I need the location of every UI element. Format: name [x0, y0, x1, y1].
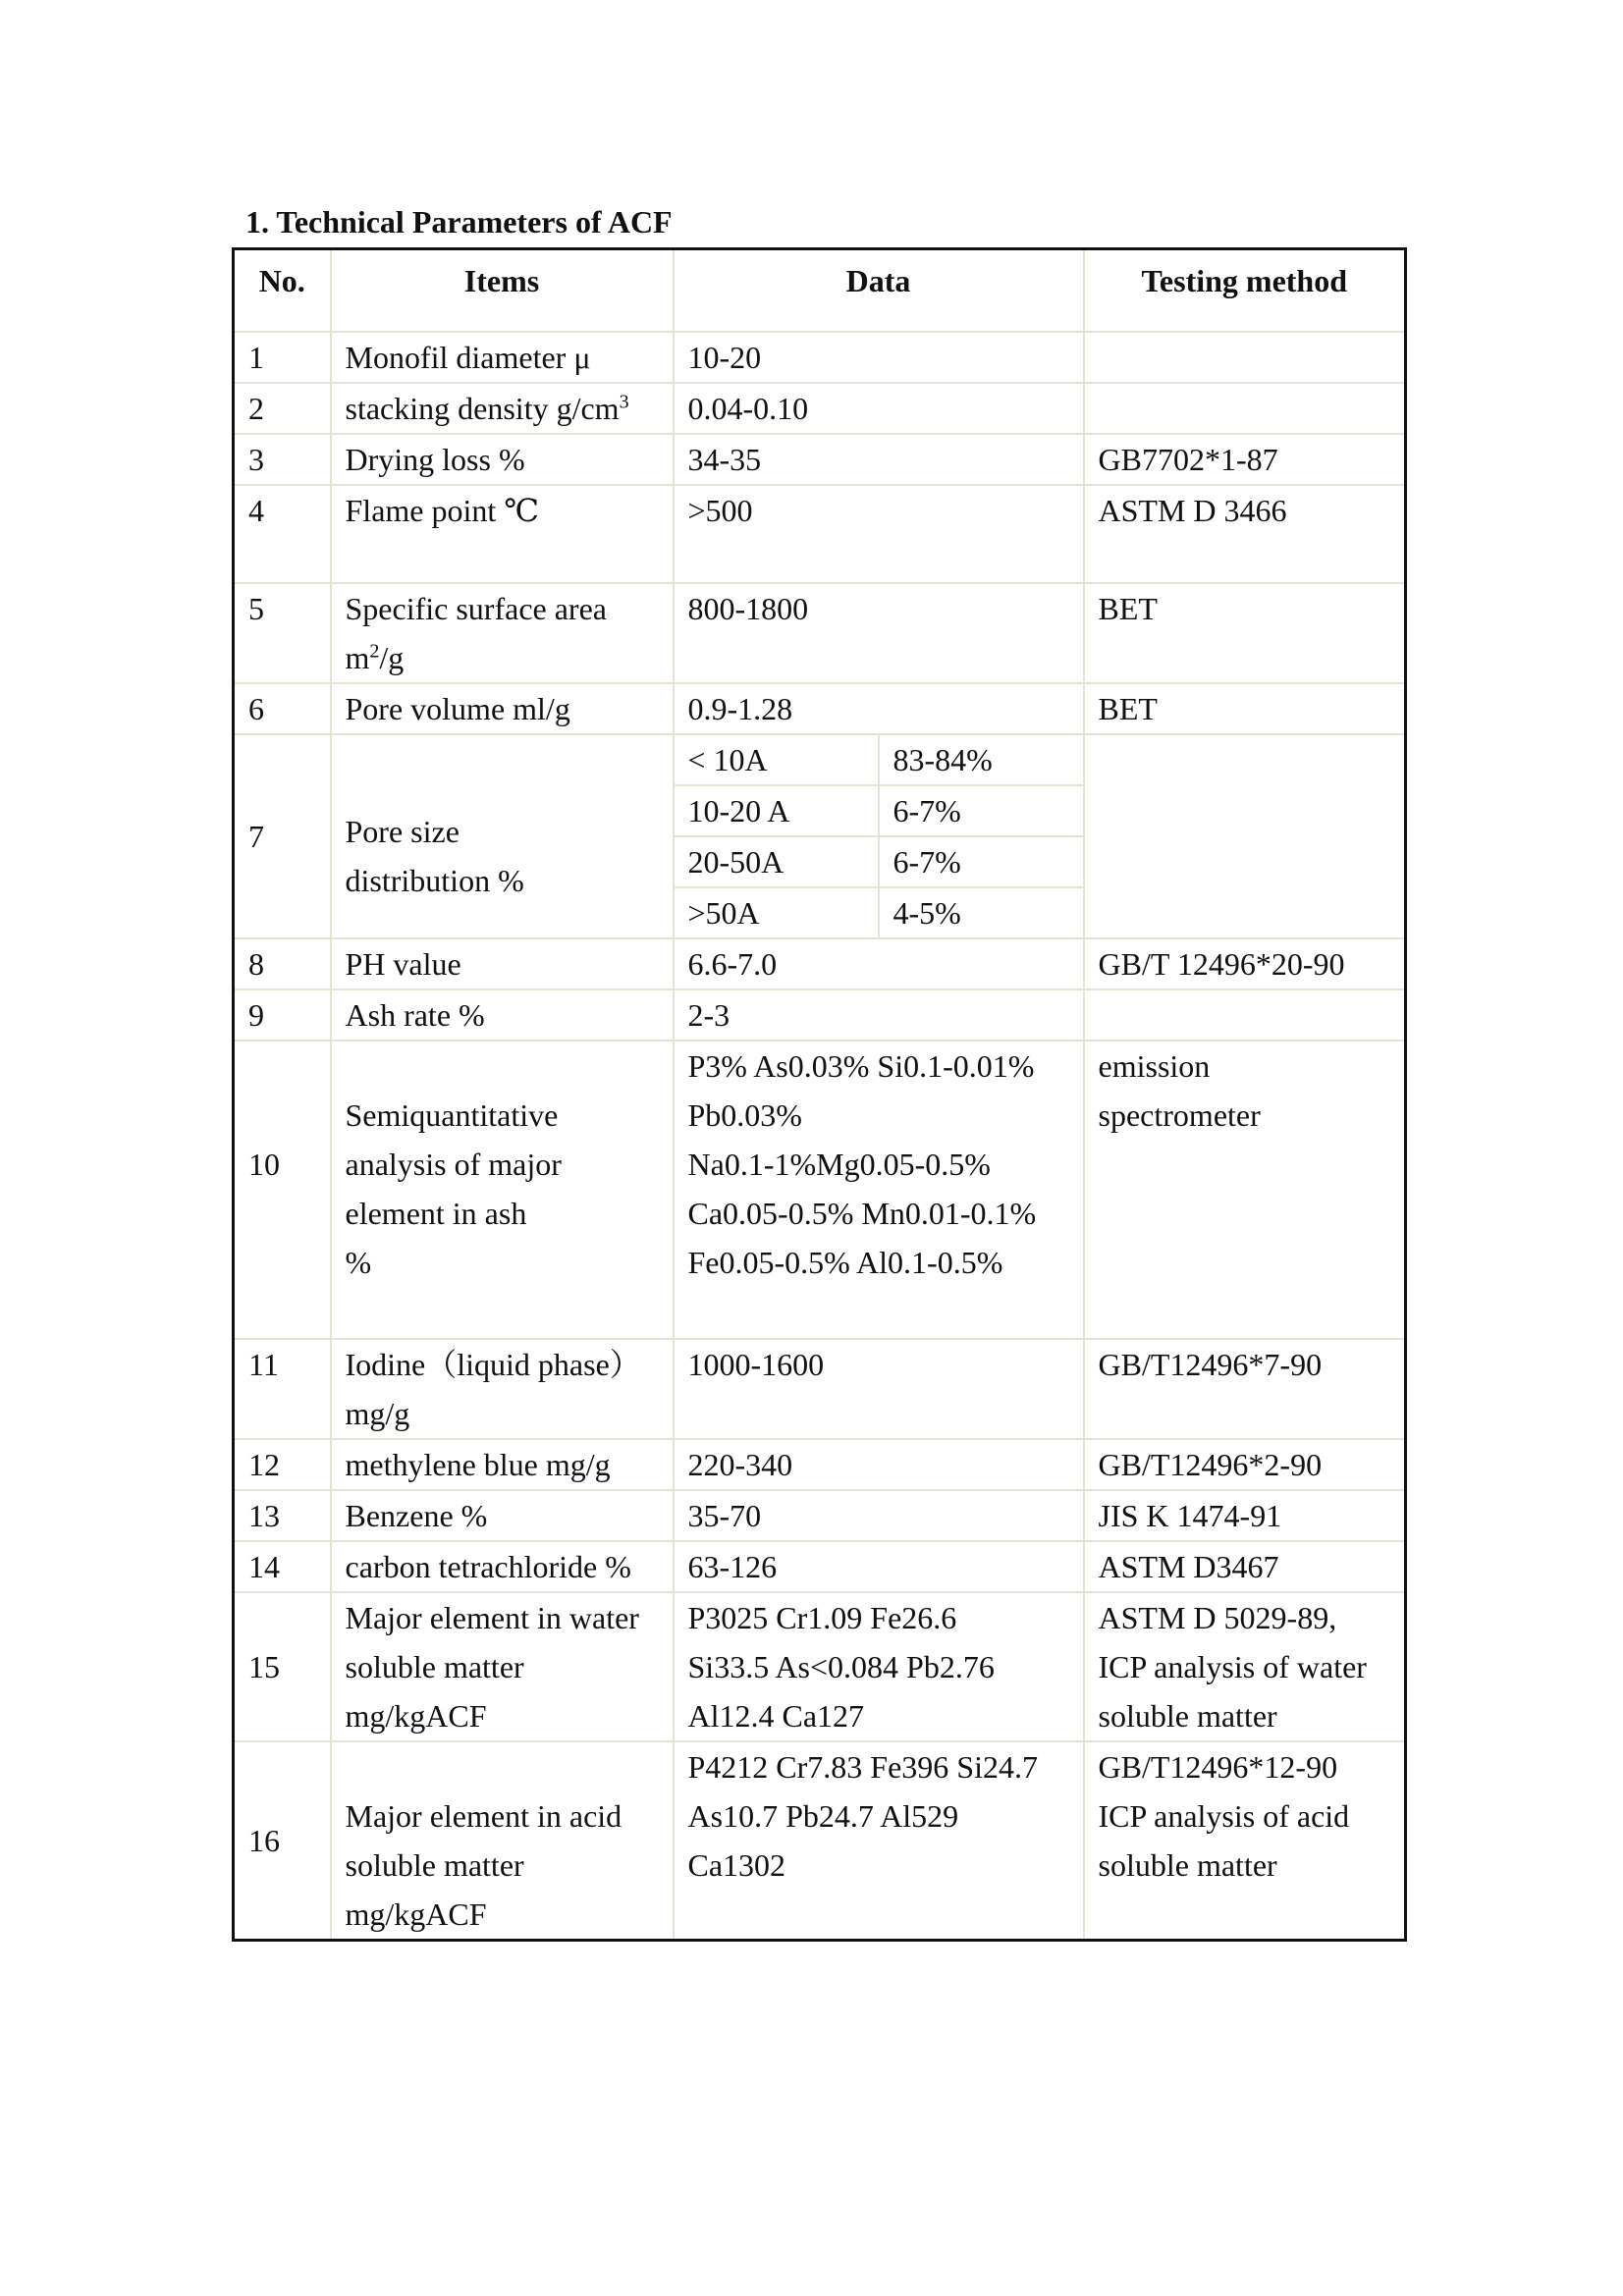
- row-method: GB/T12496*2-90: [1084, 1439, 1406, 1490]
- row-method: [1084, 1041, 1406, 1339]
- row-method: ASTM D3467: [1084, 1541, 1406, 1592]
- row-method: [1084, 332, 1406, 383]
- row-item-text: Specific surface area m: [345, 591, 607, 675]
- row-method: [1084, 383, 1406, 434]
- row-item: [331, 1041, 674, 1339]
- row-item: [331, 383, 674, 434]
- table-row: [234, 434, 1406, 485]
- row-item-line: %: [345, 1245, 372, 1280]
- row-method-line: ICP analysis of acid: [1098, 1798, 1350, 1834]
- row-item-line: Major element in acid: [345, 1798, 622, 1834]
- row-data-line: Ca1302: [687, 1847, 786, 1883]
- parameters-table: [232, 247, 1407, 1942]
- table-row: [234, 332, 1406, 383]
- row-item: Flame point ℃: [331, 485, 674, 583]
- row-item: Monofil diameter μ: [331, 332, 674, 383]
- row-data: 0.04-0.10: [674, 383, 1084, 434]
- row-item: Ash rate %: [331, 989, 674, 1041]
- row-item: Benzene %: [331, 1490, 674, 1541]
- table-header-row: [234, 249, 1406, 333]
- header-data: Data: [674, 249, 1084, 333]
- distribution-percent: 6-7%: [879, 836, 1084, 887]
- table-row: [234, 583, 1406, 683]
- row-item: [331, 1339, 674, 1439]
- row-item-line: Pore size: [345, 814, 460, 849]
- row-method: [1084, 734, 1406, 938]
- distribution-range: 20-50A: [674, 836, 879, 887]
- row-item-line: mg/g: [345, 1396, 410, 1431]
- distribution-range: >50A: [674, 887, 879, 938]
- row-number: 16: [234, 1741, 331, 1941]
- table-row: [234, 938, 1406, 989]
- row-item-line: soluble matter: [345, 1649, 524, 1684]
- row-item: [331, 734, 674, 938]
- row-data-line: P3% As0.03% Si0.1-0.01%: [687, 1048, 1035, 1084]
- row-data: 2-3: [674, 989, 1084, 1041]
- table-row: [234, 1439, 1406, 1490]
- row-number: 9: [234, 989, 331, 1041]
- row-method-line: ASTM D 5029-89,: [1098, 1600, 1337, 1635]
- row-number: 2: [234, 383, 331, 434]
- row-number: 12: [234, 1439, 331, 1490]
- row-method: ASTM D 3466: [1084, 485, 1406, 583]
- superscript: 3: [619, 391, 629, 413]
- table-row: [234, 989, 1406, 1041]
- row-number: 4: [234, 485, 331, 583]
- row-item: carbon tetrachloride %: [331, 1541, 674, 1592]
- table-row: [234, 485, 1406, 583]
- row-method: [1084, 1592, 1406, 1741]
- row-item-line: Iodine（liquid phase）: [345, 1347, 641, 1382]
- row-item-line: mg/kgACF: [345, 1698, 487, 1734]
- row-method: JIS K 1474-91: [1084, 1490, 1406, 1541]
- row-number: 1: [234, 332, 331, 383]
- row-item: [331, 1741, 674, 1941]
- row-data-line: P3025 Cr1.09 Fe26.6: [687, 1600, 957, 1635]
- header-items: Items: [331, 249, 674, 333]
- row-data: 0.9-1.28: [674, 683, 1084, 734]
- row-number: 15: [234, 1592, 331, 1741]
- row-item: PH value: [331, 938, 674, 989]
- table-row: [234, 383, 1406, 434]
- row-item: [331, 1592, 674, 1741]
- row-data: 1000-1600: [674, 1339, 1084, 1439]
- row-data: 34-35: [674, 434, 1084, 485]
- row-data: >500: [674, 485, 1084, 583]
- row-data: 800-1800: [674, 583, 1084, 683]
- row-method: BET: [1084, 683, 1406, 734]
- row-number: 13: [234, 1490, 331, 1541]
- table-row: [234, 1041, 1406, 1339]
- row-method: GB/T 12496*20-90: [1084, 938, 1406, 989]
- row-item: Drying loss %: [331, 434, 674, 485]
- row-item-line: Semiquantitative: [345, 1097, 559, 1133]
- row-method: GB/T12496*7-90: [1084, 1339, 1406, 1439]
- row-data: 63-126: [674, 1541, 1084, 1592]
- row-number: 6: [234, 683, 331, 734]
- row-data: 35-70: [674, 1490, 1084, 1541]
- row-method: [1084, 1741, 1406, 1941]
- row-data: 10-20: [674, 332, 1084, 383]
- row-method-line: GB/T12496*12-90: [1098, 1749, 1338, 1785]
- page-title: 1. Technical Parameters of ACF: [245, 204, 673, 240]
- row-data-line: As10.7 Pb24.7 Al529: [687, 1798, 959, 1834]
- distribution-percent: 83-84%: [879, 734, 1084, 785]
- distribution-range: 10-20 A: [674, 785, 879, 836]
- row-data-line: Pb0.03%: [687, 1097, 802, 1133]
- row-item-line: soluble matter: [345, 1847, 524, 1883]
- row-data: [674, 1741, 1084, 1941]
- row-item: methylene blue mg/g: [331, 1439, 674, 1490]
- table-row: [234, 683, 1406, 734]
- row-method: BET: [1084, 583, 1406, 683]
- row-data-line: P4212 Cr7.83 Fe396 Si24.7: [687, 1749, 1038, 1785]
- row-number: 7: [234, 734, 331, 938]
- row-method-line: soluble matter: [1098, 1847, 1277, 1883]
- table-row: [234, 1339, 1406, 1439]
- row-item: Pore volume ml/g: [331, 683, 674, 734]
- header-testing-method: Testing method: [1084, 249, 1406, 333]
- superscript: 2: [369, 640, 380, 663]
- row-method: [1084, 989, 1406, 1041]
- row-number: 11: [234, 1339, 331, 1439]
- row-method-line: spectrometer: [1098, 1097, 1261, 1133]
- row-number: 3: [234, 434, 331, 485]
- row-data-line: Si33.5 As<0.084 Pb2.76: [687, 1649, 995, 1684]
- row-number: 14: [234, 1541, 331, 1592]
- row-data: 6.6-7.0: [674, 938, 1084, 989]
- row-method: GB7702*1-87: [1084, 434, 1406, 485]
- row-item-unit: /g: [379, 640, 405, 675]
- table-row: [234, 1592, 1406, 1741]
- row-item-text: stacking density g/cm: [345, 391, 620, 426]
- row-data: 220-340: [674, 1439, 1084, 1490]
- distribution-percent: 6-7%: [879, 785, 1084, 836]
- row-number: 5: [234, 583, 331, 683]
- row-item: [331, 583, 674, 683]
- row-data: [674, 1592, 1084, 1741]
- row-item-line: distribution %: [345, 863, 524, 898]
- row-data-line: Na0.1-1%Mg0.05-0.5%: [687, 1147, 991, 1182]
- distribution-range: < 10A: [674, 734, 879, 785]
- row-item-line: Major element in water: [345, 1600, 639, 1635]
- row-data-line: Al12.4 Ca127: [687, 1698, 865, 1734]
- row-method-line: ICP analysis of water: [1098, 1649, 1367, 1684]
- table-row: [234, 1490, 1406, 1541]
- row-number: 10: [234, 1041, 331, 1339]
- row-item-line: element in ash: [345, 1196, 527, 1231]
- row-item-line: mg/kgACF: [345, 1896, 487, 1932]
- row-method-line: emission: [1098, 1048, 1211, 1084]
- row-data-line: Fe0.05-0.5% Al0.1-0.5%: [687, 1245, 1003, 1280]
- table-row: [234, 1741, 1406, 1941]
- row-number: 8: [234, 938, 331, 989]
- header-no: No.: [234, 249, 331, 333]
- row-data-line: Ca0.05-0.5% Mn0.01-0.1%: [687, 1196, 1037, 1231]
- distribution-percent: 4-5%: [879, 887, 1084, 938]
- row-data: [674, 1041, 1084, 1339]
- row-method-line: soluble matter: [1098, 1698, 1277, 1734]
- table-row: [234, 1541, 1406, 1592]
- row-item-line: analysis of major: [345, 1147, 562, 1182]
- table-row: [234, 734, 1406, 785]
